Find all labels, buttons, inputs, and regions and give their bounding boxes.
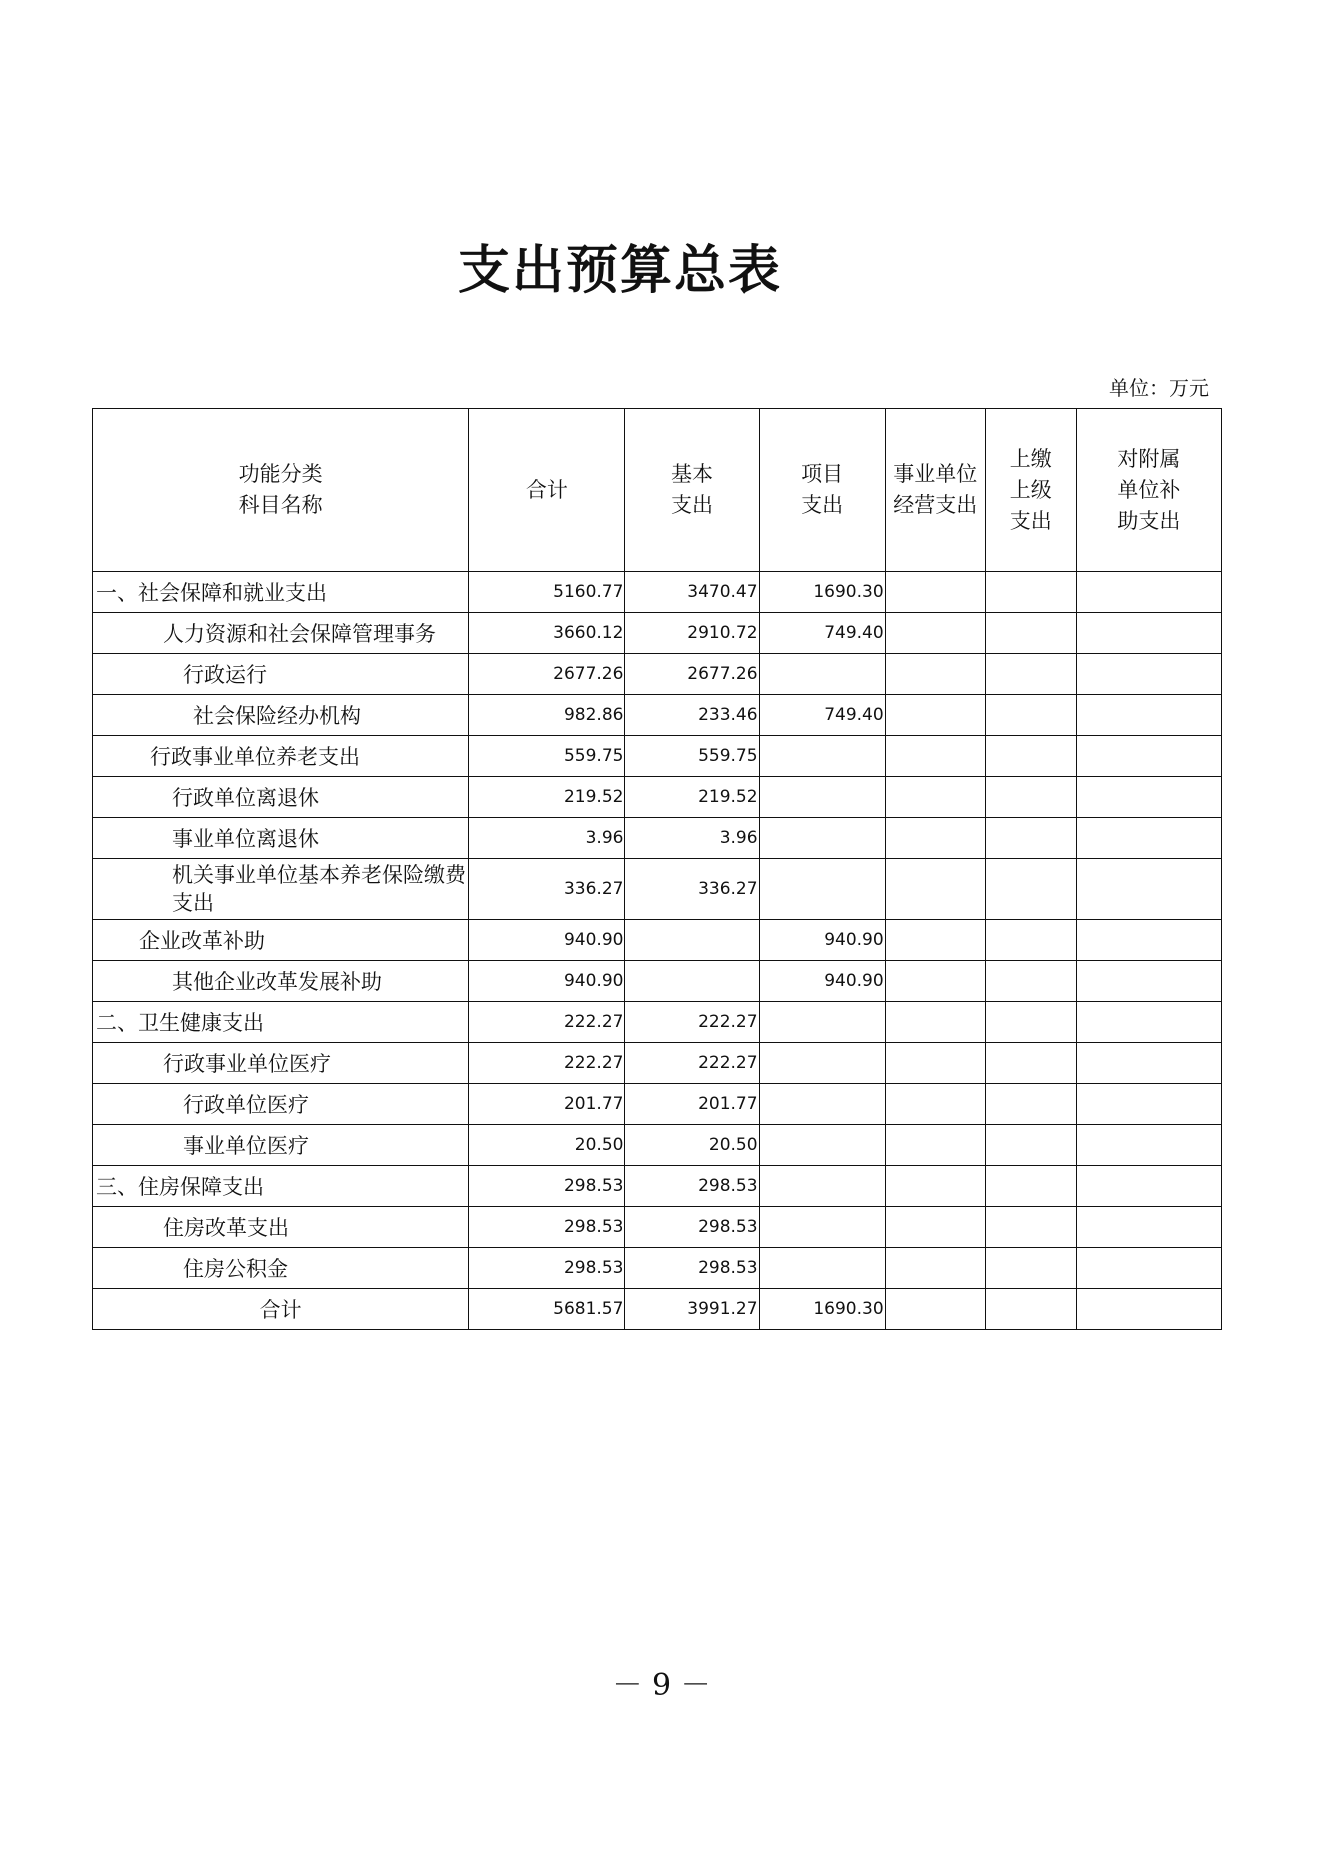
grand-total-basic: 3991.27	[625, 1289, 759, 1330]
row-business	[885, 1084, 985, 1125]
row-project	[759, 859, 885, 920]
row-business	[885, 613, 985, 654]
row-total: 559.75	[469, 736, 625, 777]
unit-label: 单位：万元	[1109, 376, 1209, 400]
header-name-line2: 科目名称	[238, 493, 323, 517]
row-subsidy	[1076, 859, 1221, 920]
grand-total-business	[885, 1289, 985, 1330]
header-project-line1: 项目	[801, 462, 844, 486]
row-upper	[985, 613, 1076, 654]
row-upper	[985, 1248, 1076, 1289]
grand-total-label: 合计	[93, 1289, 469, 1330]
table-row	[93, 859, 1222, 920]
header-business	[885, 409, 985, 572]
row-name: 行政事业单位医疗	[93, 1043, 469, 1084]
budget-table	[92, 408, 1222, 1330]
row-project	[759, 777, 885, 818]
row-name: 行政单位医疗	[93, 1084, 469, 1125]
row-name: 三、住房保障支出	[93, 1166, 469, 1207]
row-name: 行政单位离退休	[93, 777, 469, 818]
row-project	[759, 818, 885, 859]
grand-total-row	[93, 1289, 1222, 1330]
row-upper	[985, 920, 1076, 961]
row-basic: 20.50	[625, 1125, 759, 1166]
header-subsidy-line2: 单位补	[1117, 477, 1181, 502]
header-upper-line3: 支出	[1009, 508, 1052, 533]
grand-total-total: 5681.57	[469, 1289, 625, 1330]
row-subsidy	[1076, 961, 1221, 1002]
row-total: 3660.12	[469, 613, 625, 654]
row-project	[759, 1207, 885, 1248]
row-total: 2677.26	[469, 654, 625, 695]
row-project	[759, 1002, 885, 1043]
header-upper-line2: 上级	[1009, 477, 1052, 502]
row-basic: 336.27	[625, 859, 759, 920]
row-project	[759, 736, 885, 777]
table-row	[93, 572, 1222, 613]
row-upper	[985, 859, 1076, 920]
row-subsidy	[1076, 736, 1221, 777]
row-subsidy	[1076, 818, 1221, 859]
table-row	[93, 1043, 1222, 1084]
row-project: 940.90	[759, 961, 885, 1002]
row-total: 940.90	[469, 920, 625, 961]
row-business	[885, 818, 985, 859]
row-upper	[985, 736, 1076, 777]
row-business	[885, 961, 985, 1002]
row-total: 298.53	[469, 1248, 625, 1289]
row-subsidy	[1076, 1043, 1221, 1084]
table-row	[93, 1084, 1222, 1125]
row-name: 机关事业单位基本养老保险缴费支出	[93, 859, 469, 920]
row-total: 3.96	[469, 818, 625, 859]
row-name: 住房改革支出	[93, 1207, 469, 1248]
header-upper	[985, 409, 1076, 572]
header-subsidy-line3: 助支出	[1117, 508, 1181, 533]
row-upper	[985, 1002, 1076, 1043]
row-subsidy	[1076, 1248, 1221, 1289]
row-project	[759, 1043, 885, 1084]
header-upper-line1: 上缴	[1009, 446, 1052, 471]
row-upper	[985, 1125, 1076, 1166]
row-business	[885, 654, 985, 695]
table-row	[93, 1166, 1222, 1207]
page-number: － 9 －	[612, 1668, 711, 1703]
header-total	[469, 409, 625, 572]
row-name: 行政事业单位养老支出	[93, 736, 469, 777]
row-name: 住房公积金	[93, 1248, 469, 1289]
row-upper	[985, 1166, 1076, 1207]
row-subsidy	[1076, 572, 1221, 613]
row-basic: 219.52	[625, 777, 759, 818]
row-project: 749.40	[759, 613, 885, 654]
row-upper	[985, 777, 1076, 818]
row-basic: 298.53	[625, 1166, 759, 1207]
row-project	[759, 1248, 885, 1289]
row-subsidy	[1076, 920, 1221, 961]
table-row	[93, 654, 1222, 695]
row-business	[885, 695, 985, 736]
row-business	[885, 1002, 985, 1043]
row-business	[885, 1248, 985, 1289]
header-name-line1: 功能分类	[238, 462, 323, 486]
row-basic: 559.75	[625, 736, 759, 777]
row-project: 749.40	[759, 695, 885, 736]
header-project	[759, 409, 885, 572]
row-business	[885, 1043, 985, 1084]
row-business	[885, 1166, 985, 1207]
row-name: 人力资源和社会保障管理事务	[93, 613, 469, 654]
header-project-line2: 支出	[801, 493, 844, 517]
row-subsidy	[1076, 1166, 1221, 1207]
header-name	[93, 409, 469, 572]
row-total: 336.27	[469, 859, 625, 920]
header-basic-line1: 基本	[671, 462, 713, 486]
table-row	[93, 1002, 1222, 1043]
row-total: 219.52	[469, 777, 625, 818]
row-total: 982.86	[469, 695, 625, 736]
row-business	[885, 736, 985, 777]
row-project	[759, 1084, 885, 1125]
table-row	[93, 961, 1222, 1002]
row-project	[759, 1125, 885, 1166]
row-basic: 3.96	[625, 818, 759, 859]
row-name: 行政运行	[93, 654, 469, 695]
row-name: 其他企业改革发展补助	[93, 961, 469, 1002]
row-basic: 201.77	[625, 1084, 759, 1125]
row-subsidy	[1076, 695, 1221, 736]
table-row	[93, 1207, 1222, 1248]
row-upper	[985, 1084, 1076, 1125]
row-name: 企业改革补助	[93, 920, 469, 961]
row-basic: 233.46	[625, 695, 759, 736]
row-total: 201.77	[469, 1084, 625, 1125]
row-business	[885, 859, 985, 920]
table-row	[93, 818, 1222, 859]
row-upper	[985, 654, 1076, 695]
row-subsidy	[1076, 1207, 1221, 1248]
row-project: 940.90	[759, 920, 885, 961]
row-subsidy	[1076, 654, 1221, 695]
table-row	[93, 777, 1222, 818]
grand-total-subsidy	[1076, 1289, 1221, 1330]
row-basic: 298.53	[625, 1207, 759, 1248]
row-subsidy	[1076, 1002, 1221, 1043]
table-row	[93, 1248, 1222, 1289]
table-header-row	[93, 409, 1222, 572]
row-business	[885, 1125, 985, 1166]
row-business	[885, 572, 985, 613]
row-business	[885, 920, 985, 961]
row-basic: 2910.72	[625, 613, 759, 654]
row-name: 一、社会保障和就业支出	[93, 572, 469, 613]
header-business-line1: 事业单位	[893, 462, 978, 486]
row-basic: 298.53	[625, 1248, 759, 1289]
row-basic: 222.27	[625, 1002, 759, 1043]
row-total: 222.27	[469, 1002, 625, 1043]
row-project: 1690.30	[759, 572, 885, 613]
page-title: 支出预算总表	[457, 240, 782, 301]
grand-total-upper	[985, 1289, 1076, 1330]
row-basic	[625, 961, 759, 1002]
row-upper	[985, 1207, 1076, 1248]
table-row	[93, 920, 1222, 961]
row-total: 5160.77	[469, 572, 625, 613]
header-basic-line2: 支出	[671, 493, 713, 517]
row-name: 二、卫生健康支出	[93, 1002, 469, 1043]
table-row	[93, 736, 1222, 777]
header-subsidy	[1076, 409, 1221, 572]
row-upper	[985, 818, 1076, 859]
row-name: 社会保险经办机构	[93, 695, 469, 736]
row-basic: 2677.26	[625, 654, 759, 695]
row-project	[759, 654, 885, 695]
row-basic: 222.27	[625, 1043, 759, 1084]
table-row	[93, 613, 1222, 654]
row-name: 事业单位离退休	[93, 818, 469, 859]
header-business-line2: 经营支出	[893, 493, 978, 517]
header-total-text: 合计	[525, 477, 568, 502]
row-basic: 3470.47	[625, 572, 759, 613]
row-upper	[985, 572, 1076, 613]
row-upper	[985, 1043, 1076, 1084]
table-row	[93, 695, 1222, 736]
row-project	[759, 1166, 885, 1207]
row-subsidy	[1076, 613, 1221, 654]
row-total: 20.50	[469, 1125, 625, 1166]
row-total: 298.53	[469, 1207, 625, 1248]
table-row	[93, 1125, 1222, 1166]
header-basic	[625, 409, 759, 572]
row-total: 940.90	[469, 961, 625, 1002]
header-subsidy-line1: 对附属	[1117, 446, 1181, 471]
row-name: 事业单位医疗	[93, 1125, 469, 1166]
row-subsidy	[1076, 1084, 1221, 1125]
row-upper	[985, 695, 1076, 736]
grand-total-project: 1690.30	[759, 1289, 885, 1330]
row-business	[885, 1207, 985, 1248]
row-upper	[985, 961, 1076, 1002]
row-subsidy	[1076, 777, 1221, 818]
row-business	[885, 777, 985, 818]
row-total: 222.27	[469, 1043, 625, 1084]
row-total: 298.53	[469, 1166, 625, 1207]
row-basic	[625, 920, 759, 961]
row-subsidy	[1076, 1125, 1221, 1166]
